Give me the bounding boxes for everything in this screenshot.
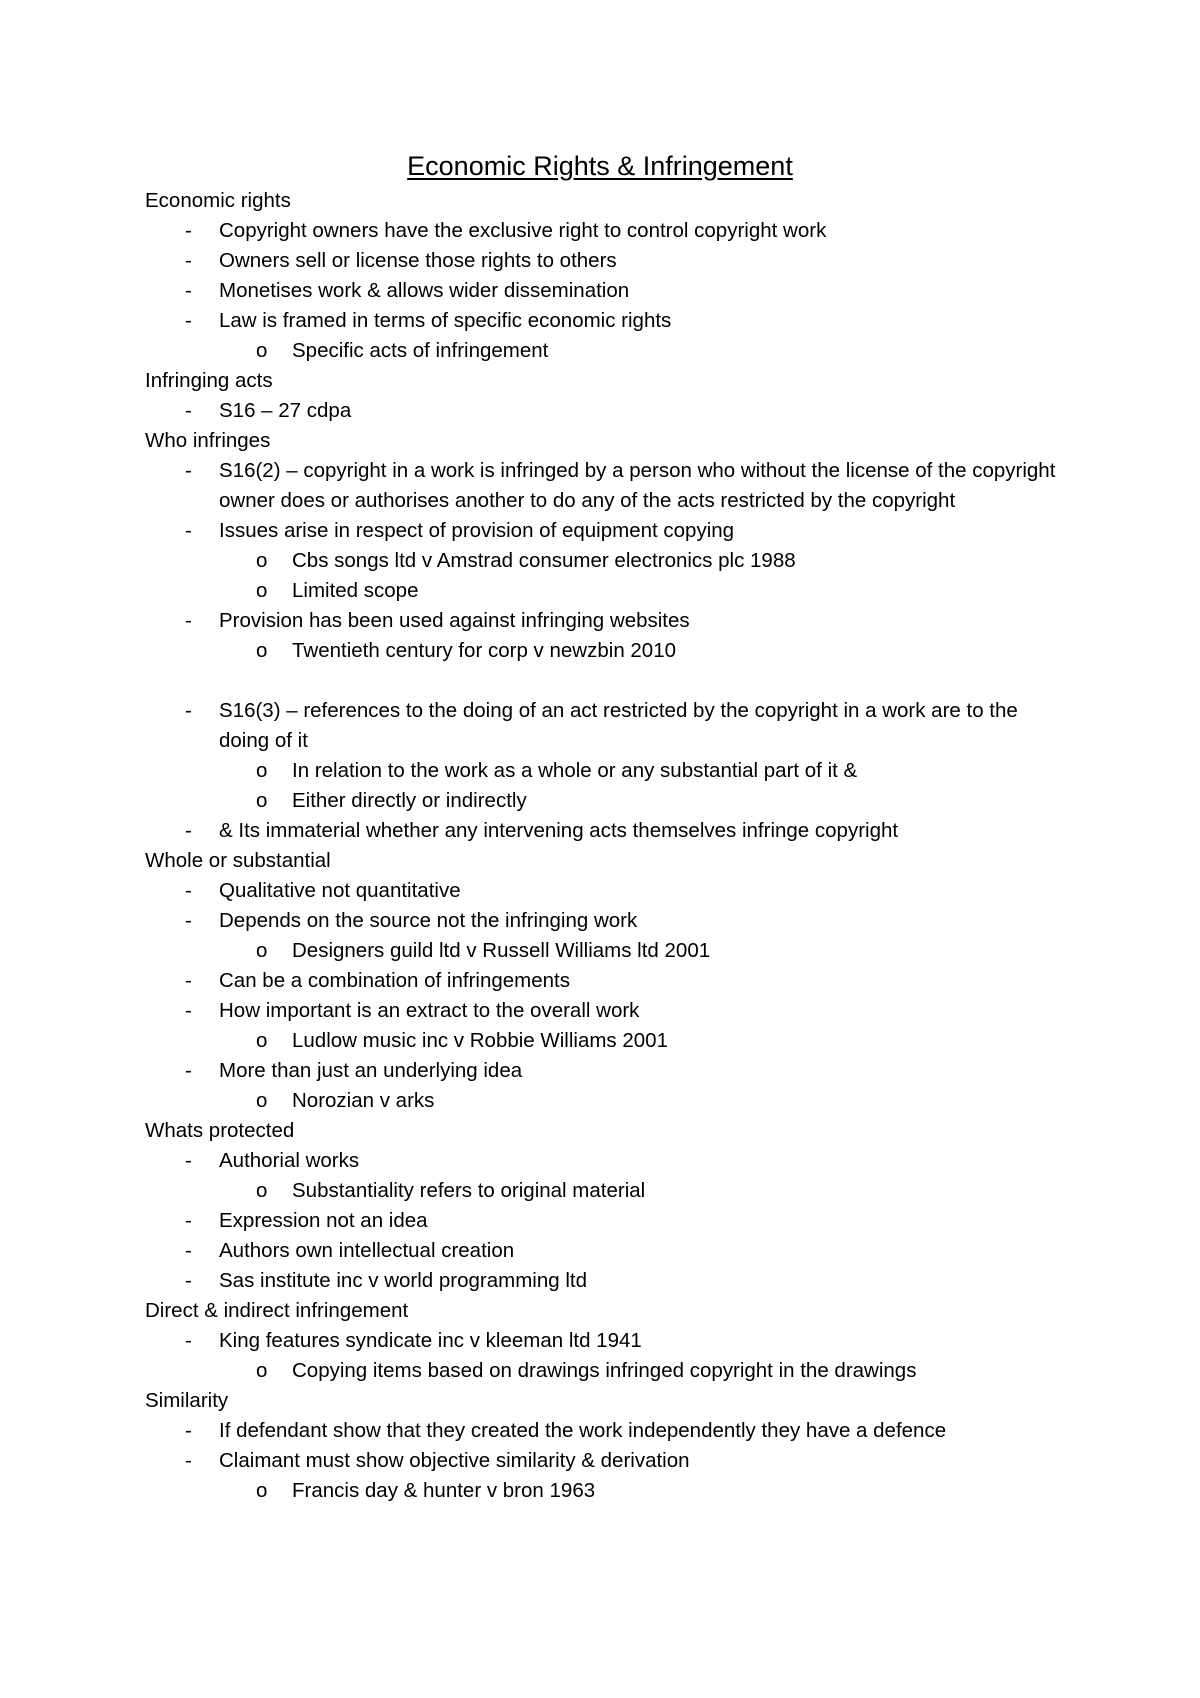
bullet-text: Owners sell or license those rights to others — [219, 249, 617, 272]
dash-bullet-icon: - — [185, 399, 192, 422]
circle-bullet-icon: o — [256, 1479, 268, 1502]
section-heading: Direct & indirect infringement — [145, 1299, 409, 1322]
sub-bullet-item — [145, 1176, 1065, 1206]
bullet-text: Francis day & hunter v bron 1963 — [292, 1479, 596, 1502]
bullet-item — [145, 1416, 1065, 1446]
dash-bullet-icon: - — [185, 1059, 192, 1082]
bullet-item — [145, 876, 1065, 906]
dash-bullet-icon: - — [185, 879, 192, 902]
bullet-item — [145, 1326, 1065, 1356]
circle-bullet-icon: o — [256, 1179, 268, 1202]
bullet-item — [145, 816, 1065, 846]
bullet-text: S16(3) – references to the doing of an act restricted by the copyright in a work are to the doing of it — [219, 699, 1018, 752]
bullet-text: S16(2) – copyright in a work is infringed by a person who without the license of the copyright owner does or authorises another to do any of the acts restricted by the copyright — [219, 459, 1056, 512]
bullet-text: Either directly or indirectly — [292, 789, 527, 812]
dash-bullet-icon: - — [185, 999, 192, 1022]
circle-bullet-icon: o — [256, 789, 268, 812]
dash-bullet-icon: - — [185, 309, 192, 332]
bullet-item — [145, 396, 1065, 426]
bullet-text: Depends on the source not the infringing work — [219, 909, 638, 932]
sub-bullet-item — [145, 336, 1065, 366]
dash-bullet-icon: - — [185, 519, 192, 542]
dash-bullet-icon: - — [185, 1419, 192, 1442]
dash-bullet-icon: - — [185, 459, 192, 482]
bullet-text: S16 – 27 cdpa — [219, 399, 352, 422]
dash-bullet-icon: - — [185, 699, 192, 722]
dash-bullet-icon: - — [185, 1269, 192, 1292]
bullet-text: King features syndicate inc v kleeman ltd 1941 — [219, 1329, 642, 1352]
bullet-item — [145, 1446, 1065, 1476]
dash-bullet-icon: - — [185, 249, 192, 272]
notes-section — [145, 846, 1065, 1116]
bullet-item — [145, 996, 1065, 1026]
bullet-text: More than just an underlying idea — [219, 1059, 523, 1082]
bullet-text: Can be a combination of infringements — [219, 969, 570, 992]
dash-bullet-icon: - — [185, 1149, 192, 1172]
sub-bullet-item — [145, 1476, 1065, 1506]
dash-bullet-icon: - — [185, 909, 192, 932]
dash-bullet-icon: - — [185, 1329, 192, 1352]
section-heading: Infringing acts — [145, 369, 273, 392]
bullet-text: Expression not an idea — [219, 1209, 428, 1232]
circle-bullet-icon: o — [256, 1029, 268, 1052]
bullet-item — [145, 516, 1065, 546]
section-heading: Similarity — [145, 1389, 229, 1412]
bullet-text: Twentieth century for corp v newzbin 2010 — [292, 639, 677, 662]
dash-bullet-icon: - — [185, 1239, 192, 1262]
bullet-item — [145, 906, 1065, 936]
bullet-text: Sas institute inc v world programming ltd — [219, 1269, 588, 1292]
circle-bullet-icon: o — [256, 939, 268, 962]
bullet-text: Authorial works — [219, 1149, 360, 1172]
page-title: Economic Rights & Infringement — [407, 151, 793, 181]
bullet-text: Authors own intellectual creation — [219, 1239, 515, 1262]
dash-bullet-icon: - — [185, 1449, 192, 1472]
bullet-text: Copying items based on drawings infringed copyright in the drawings — [292, 1359, 917, 1382]
dash-bullet-icon: - — [185, 969, 192, 992]
sub-bullet-item — [145, 756, 1065, 786]
circle-bullet-icon: o — [256, 1359, 268, 1382]
dash-bullet-icon: - — [185, 219, 192, 242]
bullet-text: Cbs songs ltd v Amstrad consumer electronics plc 1988 — [292, 549, 796, 572]
bullet-text: Monetises work & allows wider dissemination — [219, 279, 630, 302]
dash-bullet-icon: - — [185, 1209, 192, 1232]
notes-section — [145, 1386, 1065, 1506]
circle-bullet-icon: o — [256, 759, 268, 782]
circle-bullet-icon: o — [256, 339, 268, 362]
dash-bullet-icon: - — [185, 279, 192, 302]
bullet-item — [145, 696, 1065, 756]
sub-bullet-item — [145, 936, 1065, 966]
bullet-item — [145, 246, 1065, 276]
bullet-text: Issues arise in respect of provision of equipment copying — [219, 519, 735, 542]
bullet-text: Qualitative not quantitative — [219, 879, 461, 902]
notes-body — [145, 186, 1065, 1506]
notes-section — [145, 366, 1065, 426]
bullet-item — [145, 276, 1065, 306]
bullet-text: How important is an extract to the overall work — [219, 999, 640, 1022]
bullet-text: Ludlow music inc v Robbie Williams 2001 — [292, 1029, 668, 1052]
sub-bullet-item — [145, 576, 1065, 606]
dash-bullet-icon: - — [185, 819, 192, 842]
bullet-item — [145, 1206, 1065, 1236]
sub-bullet-item — [145, 636, 1065, 666]
notes-section — [145, 186, 1065, 366]
notes-section — [145, 426, 1065, 846]
bullet-text: Norozian v arks — [292, 1089, 435, 1112]
bullet-text: Law is framed in terms of specific economic rights — [219, 309, 672, 332]
bullet-text: Claimant must show objective similarity & derivation — [219, 1449, 690, 1472]
bullet-text: In relation to the work as a whole or any substantial part of it & — [292, 759, 858, 782]
sub-bullet-item — [145, 1086, 1065, 1116]
circle-bullet-icon: o — [256, 1089, 268, 1112]
bullet-item — [145, 216, 1065, 246]
bullet-item — [145, 1236, 1065, 1266]
circle-bullet-icon: o — [256, 549, 268, 572]
sub-bullet-item — [145, 786, 1065, 816]
section-heading: Economic rights — [145, 189, 291, 212]
bullet-item — [145, 606, 1065, 636]
bullet-text: Provision has been used against infringing websites — [219, 609, 690, 632]
sub-bullet-item — [145, 1356, 1065, 1386]
bullet-text: & Its immaterial whether any intervening acts themselves infringe copyright — [219, 819, 899, 842]
sub-bullet-item — [145, 546, 1065, 576]
bullet-item — [145, 456, 1065, 516]
bullet-item — [145, 1056, 1065, 1086]
section-heading: Whats protected — [145, 1119, 295, 1142]
circle-bullet-icon: o — [256, 639, 268, 662]
bullet-text: Specific acts of infringement — [292, 339, 549, 362]
bullet-text: If defendant show that they created the work independently they have a defence — [219, 1419, 947, 1442]
bullet-text: Substantiality refers to original material — [292, 1179, 646, 1202]
section-heading: Whole or substantial — [145, 849, 331, 872]
section-heading: Who infringes — [145, 429, 271, 452]
bullet-item — [145, 1146, 1065, 1176]
bullet-item — [145, 306, 1065, 336]
blank-line — [145, 666, 1065, 696]
notes-section — [145, 1116, 1065, 1296]
circle-bullet-icon: o — [256, 579, 268, 602]
bullet-text: Designers guild ltd v Russell Williams ltd 2001 — [292, 939, 711, 962]
bullet-item — [145, 966, 1065, 996]
bullet-text: Copyright owners have the exclusive right to control copyright work — [219, 219, 827, 242]
dash-bullet-icon: - — [185, 609, 192, 632]
bullet-text: Limited scope — [292, 579, 419, 602]
notes-section — [145, 1296, 1065, 1386]
bullet-item — [145, 1266, 1065, 1296]
sub-bullet-item — [145, 1026, 1065, 1056]
